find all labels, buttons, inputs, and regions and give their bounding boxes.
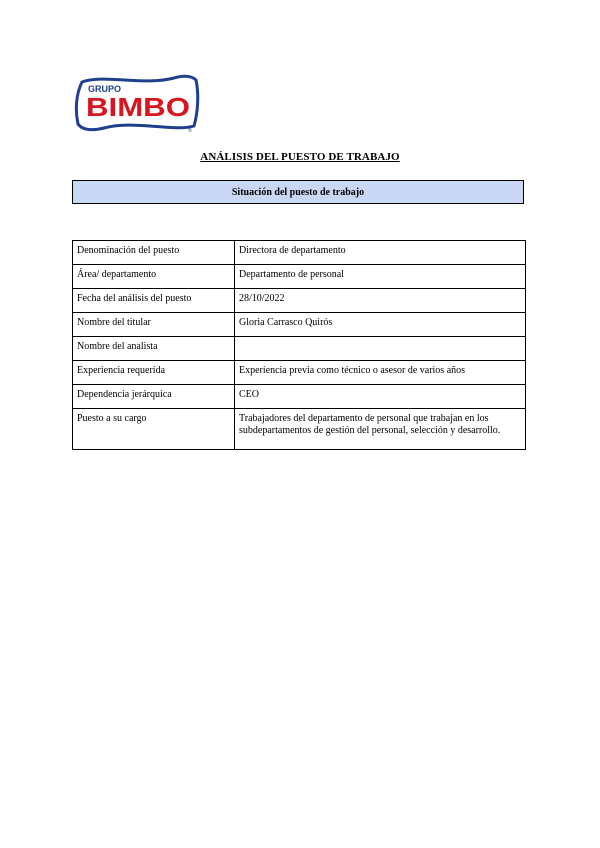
row-label: Dependencia jerárquica	[73, 385, 235, 409]
bimbo-logo-icon	[74, 72, 200, 134]
table-row	[73, 337, 526, 361]
section-header	[72, 180, 524, 204]
logo-top-text: GRUPO	[88, 84, 122, 94]
logo-brand-text: BIMBO	[86, 92, 190, 122]
grupo-bimbo-logo	[74, 72, 200, 134]
table-row	[73, 409, 526, 450]
row-label: Puesto a su cargo	[73, 409, 235, 450]
row-label: Fecha del análisis del puesto	[73, 289, 235, 313]
row-value: Experiencia previa como técnico o asesor de varios años	[235, 361, 526, 385]
row-label: Área/ departamento	[73, 265, 235, 289]
row-value: Gloria Carrasco Quirós	[235, 313, 526, 337]
table-row	[73, 289, 526, 313]
row-value: Directora de departamento	[235, 241, 526, 265]
row-value: Departamento de personal	[235, 265, 526, 289]
row-label: Denominación del puesto	[73, 241, 235, 265]
logo-registered-mark: ®	[188, 128, 192, 134]
row-value: CEO	[235, 385, 526, 409]
section-header-label: Situación del puesto de trabajo	[231, 186, 365, 198]
document-title: ANÁLISIS DEL PUESTO DE TRABAJO	[200, 151, 400, 163]
row-value: Trabajadores del departamento de personal que trabajan en los subdepartamentos de gestión del personal, selección y desarrollo.	[235, 409, 526, 450]
table-row	[73, 313, 526, 337]
table-row	[73, 361, 526, 385]
row-label: Nombre del titular	[73, 313, 235, 337]
row-label: Experiencia requerida	[73, 361, 235, 385]
job-analysis-table	[72, 240, 526, 450]
row-label: Nombre del analista	[73, 337, 235, 361]
row-value: 28/10/2022	[235, 289, 526, 313]
row-value	[235, 337, 526, 361]
table-row	[73, 385, 526, 409]
table-row	[73, 241, 526, 265]
table-row	[73, 265, 526, 289]
